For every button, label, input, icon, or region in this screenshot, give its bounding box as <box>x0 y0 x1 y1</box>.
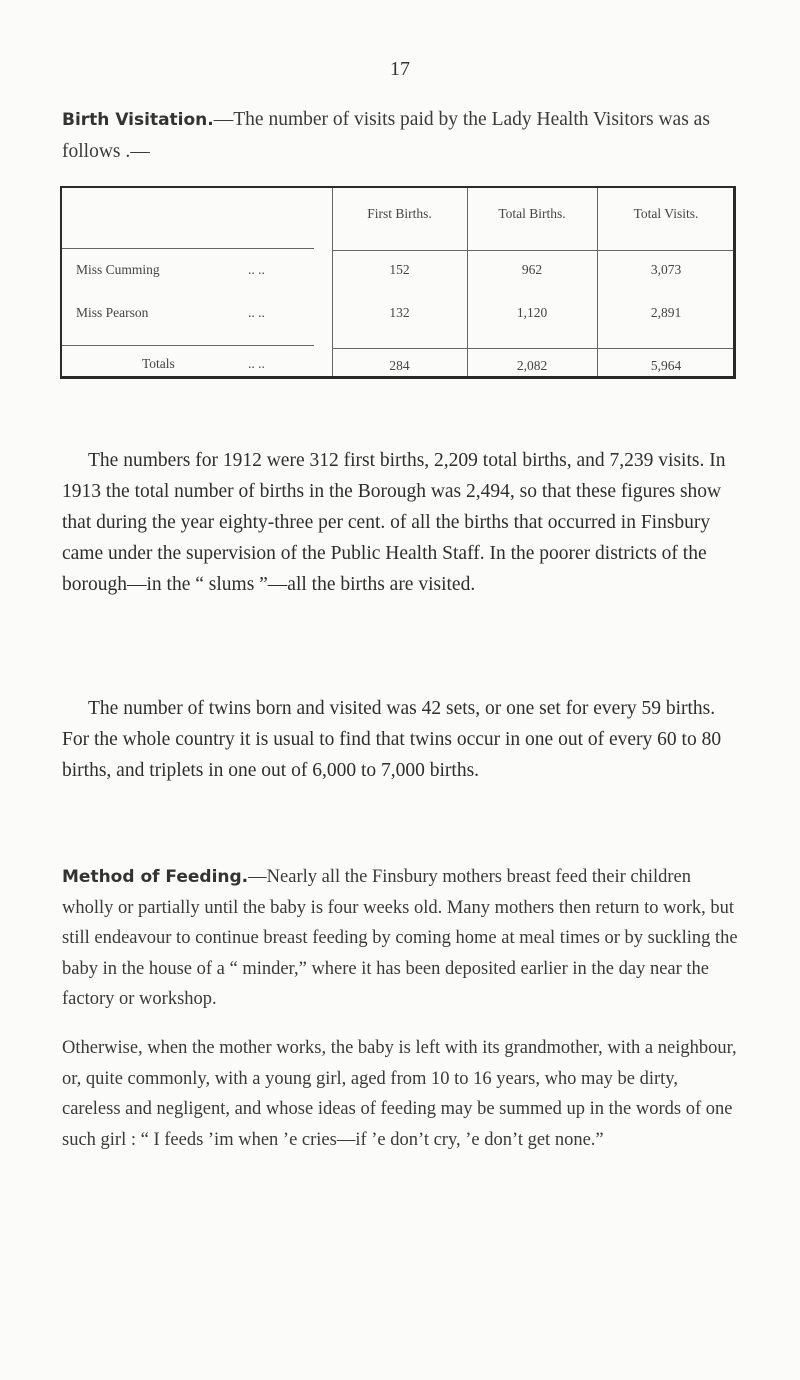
method-of-feeding-heading: Method of Feeding. <box>62 867 249 887</box>
method-of-feeding-paragraph: Method of Feeding.—Nearly all the Finsbury mothers breast feed their children wholly or partially until the baby is four weeks old. Many mothers then return to work, but still endeavour to continue breast feeding by coming home at meal times or by suckling the baby in the house of a “ minder,” where it has been deposited earlier in the day near the factory or workshop. <box>62 867 738 1009</box>
header-total-births: Total Births. <box>498 206 566 221</box>
cell-total-births: 1,120 <box>516 305 548 320</box>
total-total-visits: 5,964 <box>650 358 682 373</box>
paragraph-1912-figures: The numbers for 1912 were 312 first births, 2,209 total births, and 7,239 visits. In 1913 the total number of births in the Borough was 2,494, so that these figures show that during the year eighty-three per cent. of all the births that occurred in Finsbury came under the supervision of the Public Health Staff. In the poorer districts of the borough—in the “ slums ”—all the births are visited. <box>62 450 726 595</box>
cell-first-births: 132 <box>389 305 410 320</box>
row-label: Miss Cumming <box>76 262 160 277</box>
cell-total-visits: 2,891 <box>650 305 682 320</box>
birth-visitation-heading: Birth Visitation. <box>62 110 214 130</box>
table-rule <box>62 248 314 249</box>
cell-total-births: 962 <box>521 262 543 277</box>
header-first-births: First Births. <box>367 206 432 221</box>
paragraph-twins: The number of twins born and visited was 42 sets, or one set for every 59 births. For the whole country it is usual to find that twins occur in one out of every 60 to 80 births, and triplets in one out of 6,000 to 7,000 births. <box>62 698 722 781</box>
row-label: Miss Pearson <box>76 305 149 320</box>
birth-visitation-text: —The number of visits paid by the Lady Health Visitors was as follows .— <box>62 109 710 162</box>
table-rule <box>332 348 733 349</box>
row-leader-dots: .. .. <box>248 305 265 320</box>
cell-first-births: 152 <box>389 262 410 277</box>
table-rule <box>332 250 733 251</box>
paragraph-otherwise: Otherwise, when the mother works, the baby is left with its grandmother, with a neighbour, or, quite commonly, with a young girl, aged from 10 to 16 years, who may be dirty, careless and negligent, and whose ideas of feeding may be summed up in the words of one such girl : “ I feeds ’im when ’e cries—if ’e don’t cry, ’e don’t get none.” <box>62 1038 737 1150</box>
row-leader-dots: .. .. <box>248 262 265 277</box>
totals-label: Totals <box>142 356 175 371</box>
table-rule <box>62 345 314 346</box>
visits-table <box>60 186 736 379</box>
page-number: 17 <box>390 58 410 80</box>
birth-visitation-intro <box>62 104 738 167</box>
cell-total-visits: 3,073 <box>650 262 682 277</box>
row-leader-dots: .. .. <box>248 356 265 371</box>
total-first-births: 284 <box>389 358 410 373</box>
total-total-births: 2,082 <box>516 358 548 373</box>
header-total-visits: Total Visits. <box>633 206 699 221</box>
